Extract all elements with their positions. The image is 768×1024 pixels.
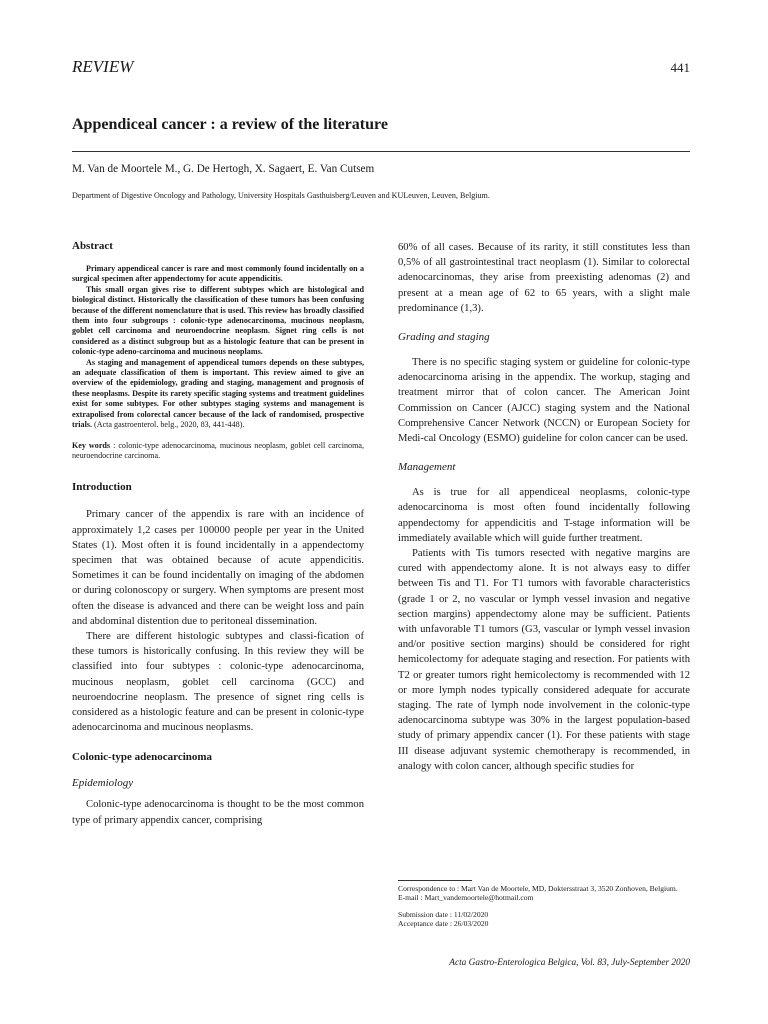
keywords-label: Key words [72, 440, 111, 450]
management-paragraph-1: As is true for all appendiceal neoplasms, colonic-type adenocarcinoma is most often found incidentally following appendectomy for appendicitis and T-stage information will be immediately available which will guide further treatment. [398, 487, 690, 544]
abstract-paragraph-1: Primary appendiceal cancer is rare and most commonly found incidentally on a surgical specimen after appendectomy for acute appendicitis. [72, 264, 364, 284]
footnote-correspondence: Correspondence to : Mart Van de Moortele, MD, Doktersstraat 3, 3520 Zonhoven, Belgium. [398, 884, 678, 893]
affiliation: Department of Digestive Oncology and Pathology, University Hospitals Gasthuisberg/Leuven and KULeuven, Leuven, Belgium. [72, 191, 490, 200]
footnote-email: E-mail : Mart_vandemoortele@hotmail.com [398, 893, 534, 903]
footnote [398, 884, 698, 929]
grading-heading: Grading and staging [398, 331, 490, 344]
management-heading: Management [398, 461, 456, 474]
right-column [398, 240, 690, 774]
introduction-paragraph-1: Primary cancer of the appendix is rare with an incidence of approximately 1,2 cases per 100000 people per year in the United States (1). Most often it is found incidentally in a appendectomy specimen that was obtained because of acute appendicitis. Sometimes it can be found incidentally on imaging of the abdomen or during colonoscopy or surgery. When symptoms are present most often the disease is advanced and there can be weight loss and pain and abdominal distention due to peritoneal dissemination. [72, 509, 364, 627]
footnote-acceptance-date: Acceptance date : 26/03/2020 [398, 919, 489, 929]
introduction-heading: Introduction [72, 481, 132, 494]
epidemiology-paragraph-continued: 60% of all cases. Because of its rarity, it still constitutes less than 0,5% of all gastrointestinal tract neoplasm (1). Similar to colorectal adenocarcinomas, they arise from preexisting adenomas (2) and present at a mean age of 62 to 65 years, with a slight male predominance (1,3). [398, 242, 690, 314]
colonic-section [72, 751, 364, 827]
article-title: Appendiceal cancer : a review of the literature [72, 116, 388, 133]
footnote-divider [398, 880, 472, 881]
keywords [72, 441, 364, 462]
abstract-citation: (Acta gastroenterol. belg., 2020, 83, 441-448). [94, 420, 245, 430]
journal-footer: Acta Gastro-Enterologica Belgica, Vol. 83, July-September 2020 [449, 958, 690, 968]
page-number: 441 [670, 60, 690, 75]
introduction-paragraph-2: There are different histologic subtypes and classi-fication of these tumors is historically confusing. In this review they will be classified into four subtypes : colonic-type adenocarcinoma, mucinous neoplasm, goblet cell carcinoma (GCC) and neuroendocrine neoplasm. The presence of signet ring cells is considered as a histologic feature and can be present in colonic-type adenocarcinoma and mucinous neoplasms. [72, 630, 364, 734]
grading-paragraph-1: There is no specific staging system or guideline for colonic-type adenocarcinoma arising in the appendix. The workup, staging and treatment mirror that of colon cancer. The American Joint Commission on Cancer (AJCC) staging system and the National Comprehensive Cancer Network (NCCN) or European Society for Medi-cal Oncology (ESMO) guideline for colon cancer can be used. [398, 357, 690, 445]
abstract-heading: Abstract [72, 240, 113, 252]
author-list: M. Van de Moortele M., G. De Hertogh, X. Sagaert, E. Van Cutsem [72, 163, 375, 175]
epidemiology-paragraph-1: Colonic-type adenocarcinoma is thought to be the most common type of primary appendix cancer, comprising [72, 799, 364, 826]
abstract-section [72, 240, 364, 461]
abstract-paragraph-3 [72, 358, 364, 431]
left-column [72, 240, 364, 828]
abstract-paragraph-2: This small organ gives rise to different subtypes which are histological and biological distinct. Historically the classification of these tumors has been confusing because of the different nomenclature that is used. This review has broadly classified them into four subgroups : colonic-type adenocarcinoma, mucinous neoplasm, goblet cell carcinoma and neuroendocrine neoplasm. Signet ring cells is not considered as a distinct subgroup but as a histologic feature that can be present in colonic-type adeno-carcinoma and mucinous neoplams. [72, 284, 364, 357]
epidemiology-heading: Epidemiology [72, 777, 134, 790]
journal-section-label: REVIEW [72, 57, 134, 76]
keywords-text: : colonic-type adenocarcinoma, mucinous neoplasm, goblet cell carcinoma, neuroendocrine carcinoma. [72, 440, 364, 460]
management-paragraph-2: Patients with Tis tumors resected with negative margins are cured with appendectomy alone. It is not always easy to differ between Tis and T1. For T1 tumors with favorable characteristics (grade 1 or 2, no vascular or lymph vessel invasion and negative section margins) appendectomy alone may be sufficient. Patients with unfavorable T1 tumors (G3, vascular or lymph vessel invasion and/or positive section margins) should be considered for right hemicolectomy for adequate staging and resection. For patients with T2 or greater tumors right hemicolectomy is recommended with 12 or more lymph nodes typically considered adequate for accurate staging. The rate of lymph node involvement in the colonic-type adenocarcinoma subtype was 30% in the largest population-based study of primary appendix cancer (1). For these patients with stage III disease adjuvant systemic chemotherapy is recommended, in analogy with colon cancer, although specific studies for [398, 548, 690, 772]
footnote-submission-date: Submission date : 11/02/2020 [398, 909, 489, 919]
introduction-section [72, 481, 364, 735]
title-divider [72, 151, 690, 152]
abstract-paragraph-3-text: As staging and management of appendiceal tumors depends on these subtypes, an adequate classification of them is important. This review aimed to give an overview of the epidemiology, grading and staging, management and prognosis of these neoplasms. Despite its rarety specific staging systems and treatment guidelines exist for some subtypes. For other subtypes staging systems and management is extrapolised from colorectal cancer because of the lack of randomised, prospective trials. [72, 357, 364, 430]
colonic-heading: Colonic-type adenocarcinoma [72, 751, 213, 764]
